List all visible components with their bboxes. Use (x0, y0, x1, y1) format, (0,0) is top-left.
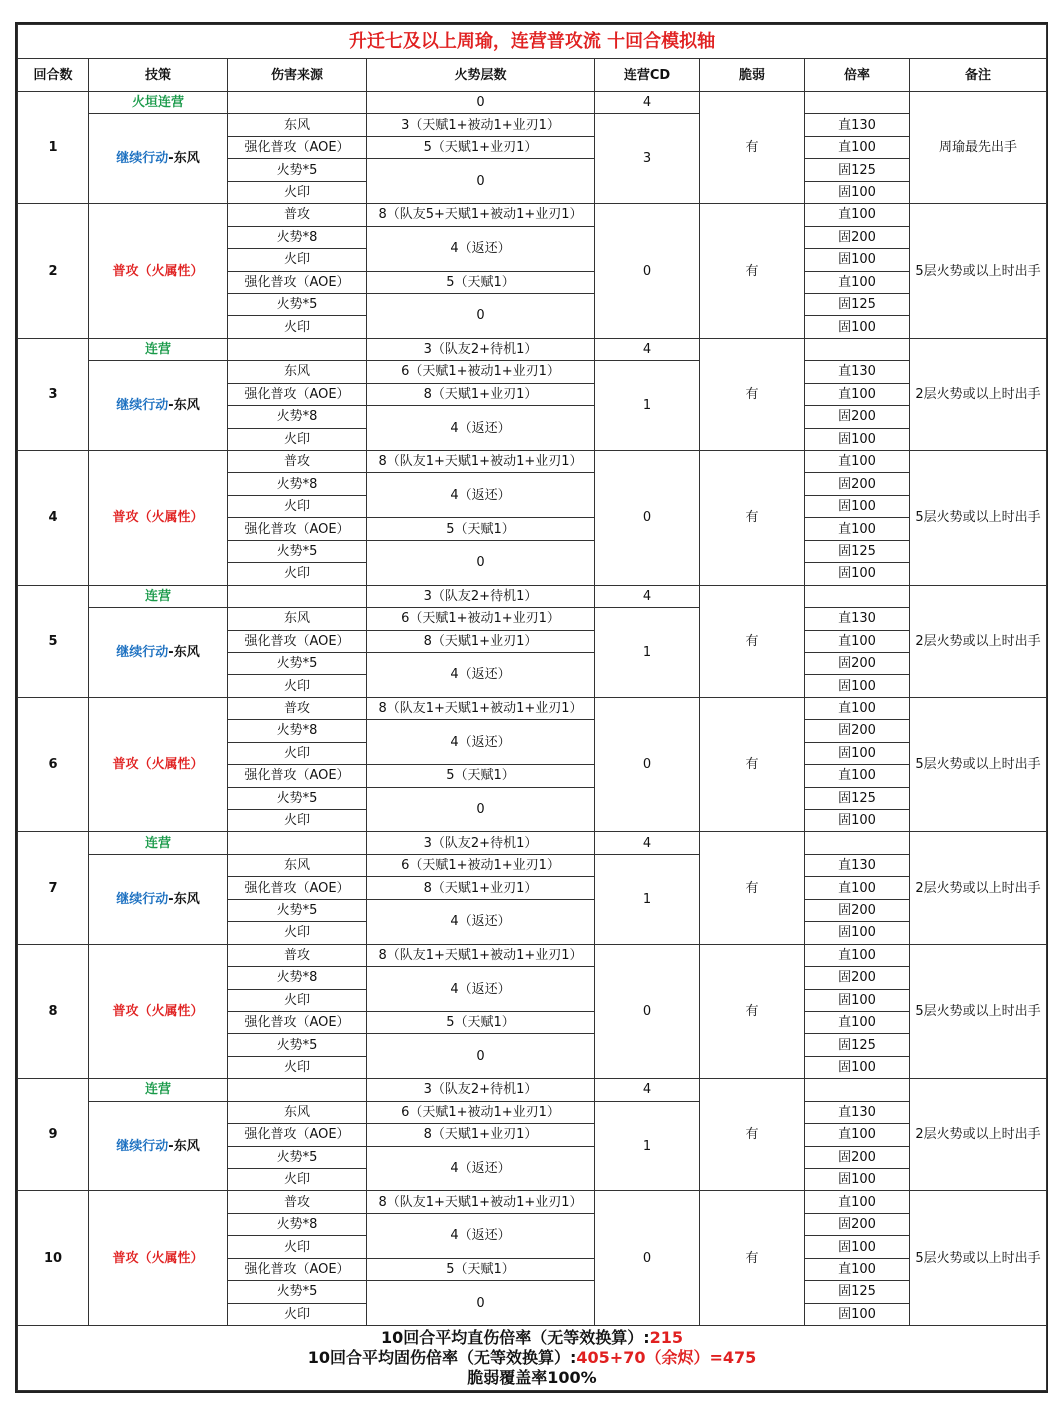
round-number: 6 (18, 697, 89, 832)
rate-cell: 直100 (805, 630, 910, 652)
rate-cell: 固100 (805, 742, 910, 764)
layer-cell: 8（天赋1+业刃1） (367, 1124, 595, 1146)
source-cell: 火势*8 (228, 226, 367, 248)
rate-cell: 固200 (805, 1146, 910, 1168)
layer-cell: 0 (367, 92, 595, 114)
title-row (18, 25, 1047, 59)
skill-continue (89, 361, 228, 451)
table-row (18, 697, 1047, 719)
fragile-cell: 有 (700, 697, 805, 832)
cd-cell: 3 (595, 114, 700, 204)
source-cell: 火势*5 (228, 1146, 367, 1168)
skill-lianying: 连营 (89, 585, 228, 607)
cd-cell: 0 (595, 1191, 700, 1326)
source-cell: 火势*8 (228, 720, 367, 742)
rate-cell: 直100 (805, 697, 910, 719)
rate-cell: 直130 (805, 114, 910, 136)
dongfeng-label: -东风 (168, 891, 200, 907)
rate-cell: 固200 (805, 1213, 910, 1235)
header-fragile: 脆弱 (700, 59, 805, 92)
source-cell: 火印 (228, 922, 367, 944)
rate-cell: 固100 (805, 495, 910, 517)
skill-huoyuan: 火垣连营 (89, 92, 228, 114)
rate-cell: 直130 (805, 854, 910, 876)
summary-cell (18, 1326, 1047, 1391)
rate-cell: 固100 (805, 563, 910, 585)
rate-cell: 直100 (805, 1124, 910, 1146)
source-cell: 火印 (228, 428, 367, 450)
skill-attack: 普攻（火属性） (89, 697, 228, 832)
dongfeng-label: -东风 (168, 398, 200, 414)
layer-cell: 6（天赋1+被动1+业刃1） (367, 854, 595, 876)
layer-cell: 8（队友5+天赋1+被动1+业刃1） (367, 204, 595, 226)
rate-cell: 直100 (805, 451, 910, 473)
skill-attack: 普攻（火属性） (89, 944, 228, 1079)
table-row (18, 944, 1047, 966)
source-cell: 火印 (228, 1056, 367, 1078)
dongfeng-label: -东风 (168, 1138, 200, 1154)
layer-cell: 4（返还） (367, 720, 595, 765)
rate-cell: 固125 (805, 293, 910, 315)
rate-cell: 直100 (805, 944, 910, 966)
rate-cell: 固125 (805, 540, 910, 562)
table-row (18, 585, 1047, 607)
empty-source (228, 92, 367, 114)
rate-cell: 直130 (805, 361, 910, 383)
cd-cell: 0 (595, 944, 700, 1079)
layer-cell: 0 (367, 1281, 595, 1326)
layer-cell: 4（返还） (367, 652, 595, 697)
round-number: 10 (18, 1191, 89, 1326)
cd-cell: 1 (595, 608, 700, 698)
fragile-cell: 有 (700, 92, 805, 204)
source-cell: 强化普攻（AOE） (228, 877, 367, 899)
source-cell: 强化普攻（AOE） (228, 1011, 367, 1033)
empty-rate (805, 338, 910, 360)
skill-attack: 普攻（火属性） (89, 1191, 228, 1326)
rate-cell: 固100 (805, 675, 910, 697)
empty-source (228, 1079, 367, 1101)
summary-fragile: 脆弱覆盖率100% (467, 1368, 597, 1388)
rate-cell: 固100 (805, 1169, 910, 1191)
round-number: 2 (18, 204, 89, 339)
skill-attack: 普攻（火属性） (89, 204, 228, 339)
note-cell: 2层火势或以上时出手 (910, 338, 1047, 450)
layer-cell: 5（天赋1+业刃1） (367, 136, 595, 158)
table-row (18, 1101, 1047, 1123)
source-cell: 火势*5 (228, 652, 367, 674)
layer-cell: 4（返还） (367, 406, 595, 451)
skill-continue (89, 114, 228, 204)
table-row (18, 92, 1047, 114)
rate-cell: 直100 (805, 1191, 910, 1213)
cd-cell: 0 (595, 697, 700, 832)
fragile-cell: 有 (700, 832, 805, 944)
source-cell: 强化普攻（AOE） (228, 518, 367, 540)
cd-cell: 1 (595, 361, 700, 451)
cd-cell: 4 (595, 585, 700, 607)
fragile-cell: 有 (700, 451, 805, 586)
rate-cell: 固200 (805, 967, 910, 989)
dongfeng-label: -东风 (168, 644, 200, 660)
source-cell: 火印 (228, 675, 367, 697)
round-number: 4 (18, 451, 89, 586)
rate-cell: 直100 (805, 1258, 910, 1280)
header-note: 备注 (910, 59, 1047, 92)
layer-cell: 0 (367, 159, 595, 204)
header-rate: 倍率 (805, 59, 910, 92)
source-cell: 火印 (228, 249, 367, 271)
table-row (18, 114, 1047, 136)
rate-cell: 固125 (805, 1281, 910, 1303)
source-cell: 东风 (228, 608, 367, 630)
layer-cell: 8（队友1+天赋1+被动1+业刃1） (367, 944, 595, 966)
source-cell: 火势*8 (228, 967, 367, 989)
header-cd: 连营CD (595, 59, 700, 92)
sheet-title: 升迁七及以上周瑜，连营普攻流 十回合模拟轴 (18, 25, 1047, 59)
rate-cell: 固100 (805, 1056, 910, 1078)
layer-cell: 5（天赋1） (367, 1011, 595, 1033)
fragile-cell: 有 (700, 585, 805, 697)
source-cell: 火势*5 (228, 159, 367, 181)
skill-lianying: 连营 (89, 1079, 228, 1101)
round-number: 5 (18, 585, 89, 697)
cd-cell: 4 (595, 338, 700, 360)
continue-label: 继续行动 (116, 398, 169, 414)
simulation-table (17, 24, 1047, 1391)
layer-cell: 8（天赋1+业刃1） (367, 630, 595, 652)
header-source: 伤害来源 (228, 59, 367, 92)
rate-cell: 直130 (805, 608, 910, 630)
layer-cell: 5（天赋1） (367, 271, 595, 293)
cd-cell: 0 (595, 451, 700, 586)
source-cell: 火势*5 (228, 899, 367, 921)
rate-cell: 固200 (805, 406, 910, 428)
rate-cell: 固100 (805, 249, 910, 271)
layer-cell: 0 (367, 787, 595, 832)
layer-cell: 3（队友2+待机1） (367, 1079, 595, 1101)
source-cell: 火印 (228, 989, 367, 1011)
fragile-cell: 有 (700, 1079, 805, 1191)
rate-cell: 固125 (805, 1034, 910, 1056)
source-cell: 强化普攻（AOE） (228, 1124, 367, 1146)
fragile-cell: 有 (700, 944, 805, 1079)
source-cell: 普攻 (228, 944, 367, 966)
rate-cell: 直100 (805, 271, 910, 293)
layer-cell: 3（队友2+待机1） (367, 832, 595, 854)
note-cell: 5层火势或以上时出手 (910, 1191, 1047, 1326)
source-cell: 强化普攻（AOE） (228, 630, 367, 652)
fragile-cell: 有 (700, 1191, 805, 1326)
source-cell: 火势*5 (228, 1034, 367, 1056)
layer-cell: 5（天赋1） (367, 1258, 595, 1280)
source-cell: 火势*5 (228, 1281, 367, 1303)
fragile-cell: 有 (700, 204, 805, 339)
source-cell: 火势*8 (228, 1213, 367, 1235)
cd-cell: 1 (595, 854, 700, 944)
layer-cell: 0 (367, 540, 595, 585)
source-cell: 强化普攻（AOE） (228, 1258, 367, 1280)
note-cell: 2层火势或以上时出手 (910, 585, 1047, 697)
simulation-sheet (15, 22, 1048, 1393)
source-cell: 东风 (228, 361, 367, 383)
source-cell: 东风 (228, 1101, 367, 1123)
rate-cell: 直130 (805, 1101, 910, 1123)
table-row (18, 1079, 1047, 1101)
layer-cell: 8（队友1+天赋1+被动1+业刃1） (367, 697, 595, 719)
empty-rate (805, 585, 910, 607)
note-cell: 5层火势或以上时出手 (910, 204, 1047, 339)
table-row (18, 451, 1047, 473)
skill-continue (89, 608, 228, 698)
layer-cell: 5（天赋1） (367, 518, 595, 540)
rate-cell: 固100 (805, 922, 910, 944)
rate-cell: 固200 (805, 652, 910, 674)
source-cell: 火印 (228, 810, 367, 832)
round-number: 3 (18, 338, 89, 450)
continue-label: 继续行动 (116, 891, 169, 907)
header-round: 回合数 (18, 59, 89, 92)
layer-cell: 4（返还） (367, 226, 595, 271)
rate-cell: 直100 (805, 136, 910, 158)
layer-cell: 4（返还） (367, 1213, 595, 1258)
rate-cell: 固100 (805, 428, 910, 450)
rate-cell: 直100 (805, 383, 910, 405)
layer-cell: 3（队友2+待机1） (367, 338, 595, 360)
layer-cell: 8（天赋1+业刃1） (367, 383, 595, 405)
header-row (18, 59, 1047, 92)
header-layers: 火势层数 (367, 59, 595, 92)
source-cell: 强化普攻（AOE） (228, 271, 367, 293)
source-cell: 火印 (228, 1169, 367, 1191)
rate-cell: 直100 (805, 1011, 910, 1033)
empty-source (228, 585, 367, 607)
source-cell: 普攻 (228, 697, 367, 719)
layer-cell: 6（天赋1+被动1+业刃1） (367, 361, 595, 383)
cd-cell: 1 (595, 1101, 700, 1191)
layer-cell: 3（天赋1+被动1+业刃1） (367, 114, 595, 136)
cd-cell: 4 (595, 832, 700, 854)
source-cell: 强化普攻（AOE） (228, 136, 367, 158)
round-number: 8 (18, 944, 89, 1079)
skill-continue (89, 854, 228, 944)
rate-cell: 固200 (805, 473, 910, 495)
table-row (18, 204, 1047, 226)
source-cell: 普攻 (228, 451, 367, 473)
rate-cell: 固200 (805, 899, 910, 921)
source-cell: 火势*8 (228, 406, 367, 428)
source-cell: 火印 (228, 742, 367, 764)
source-cell: 东风 (228, 854, 367, 876)
footer-row (18, 1326, 1047, 1391)
layer-cell: 6（天赋1+被动1+业刃1） (367, 1101, 595, 1123)
round-number: 1 (18, 92, 89, 204)
fragile-cell: 有 (700, 338, 805, 450)
summary-fixed: 10回合平均固伤倍率（无等效换算）:405+70（余烬）=475 (307, 1348, 757, 1368)
empty-source (228, 338, 367, 360)
layer-cell: 8（队友1+天赋1+被动1+业刃1） (367, 451, 595, 473)
source-cell: 火印 (228, 316, 367, 338)
source-cell: 普攻 (228, 204, 367, 226)
note-cell: 5层火势或以上时出手 (910, 451, 1047, 586)
header-skill: 技策 (89, 59, 228, 92)
rate-cell: 固100 (805, 181, 910, 203)
continue-label: 继续行动 (116, 644, 169, 660)
continue-label: 继续行动 (116, 151, 169, 167)
source-cell: 强化普攻（AOE） (228, 383, 367, 405)
skill-lianying: 连营 (89, 832, 228, 854)
table-row (18, 832, 1047, 854)
note-cell: 5层火势或以上时出手 (910, 697, 1047, 832)
empty-rate (805, 92, 910, 114)
layer-cell: 6（天赋1+被动1+业刃1） (367, 608, 595, 630)
skill-attack: 普攻（火属性） (89, 451, 228, 586)
source-cell: 火印 (228, 495, 367, 517)
empty-rate (805, 1079, 910, 1101)
dongfeng-label: -东风 (168, 151, 200, 167)
source-cell: 东风 (228, 114, 367, 136)
layer-cell: 3（队友2+待机1） (367, 585, 595, 607)
layer-cell: 8（队友1+天赋1+被动1+业刃1） (367, 1191, 595, 1213)
rate-cell: 直100 (805, 877, 910, 899)
source-cell: 强化普攻（AOE） (228, 765, 367, 787)
note-cell: 2层火势或以上时出手 (910, 1079, 1047, 1191)
round-number: 9 (18, 1079, 89, 1191)
source-cell: 火势*8 (228, 473, 367, 495)
source-cell: 普攻 (228, 1191, 367, 1213)
empty-rate (805, 832, 910, 854)
rate-cell: 固100 (805, 989, 910, 1011)
note-cell: 2层火势或以上时出手 (910, 832, 1047, 944)
cd-cell: 4 (595, 1079, 700, 1101)
table-row (18, 1191, 1047, 1213)
source-cell: 火势*5 (228, 787, 367, 809)
layer-cell: 4（返还） (367, 1146, 595, 1191)
table-row (18, 608, 1047, 630)
summary-direct: 10回合平均直伤倍率（无等效换算）:215 (380, 1328, 684, 1348)
layer-cell: 8（天赋1+业刃1） (367, 877, 595, 899)
rate-cell: 固100 (805, 1236, 910, 1258)
source-cell: 火印 (228, 563, 367, 585)
note-cell: 5层火势或以上时出手 (910, 944, 1047, 1079)
source-cell: 火印 (228, 1236, 367, 1258)
skill-lianying: 连营 (89, 338, 228, 360)
source-cell: 火印 (228, 181, 367, 203)
rate-cell: 固100 (805, 810, 910, 832)
table-row (18, 338, 1047, 360)
continue-label: 继续行动 (116, 1138, 169, 1154)
rate-cell: 固125 (805, 159, 910, 181)
rate-cell: 固100 (805, 316, 910, 338)
rate-cell: 直100 (805, 204, 910, 226)
layer-cell: 5（天赋1） (367, 765, 595, 787)
source-cell: 火印 (228, 1303, 367, 1325)
cd-cell: 0 (595, 204, 700, 339)
rate-cell: 固125 (805, 787, 910, 809)
source-cell: 火势*5 (228, 540, 367, 562)
cd-cell: 4 (595, 92, 700, 114)
layer-cell: 4（返还） (367, 899, 595, 944)
layer-cell: 4（返还） (367, 967, 595, 1012)
layer-cell: 4（返还） (367, 473, 595, 518)
rate-cell: 固100 (805, 1303, 910, 1325)
round-number: 7 (18, 832, 89, 944)
rate-cell: 固200 (805, 720, 910, 742)
skill-continue (89, 1101, 228, 1191)
table-row (18, 854, 1047, 876)
layer-cell: 0 (367, 1034, 595, 1079)
rate-cell: 直100 (805, 765, 910, 787)
note-cell: 周瑜最先出手 (910, 92, 1047, 204)
rate-cell: 直100 (805, 518, 910, 540)
empty-source (228, 832, 367, 854)
table-row (18, 361, 1047, 383)
rate-cell: 固200 (805, 226, 910, 248)
layer-cell: 0 (367, 293, 595, 338)
source-cell: 火势*5 (228, 293, 367, 315)
